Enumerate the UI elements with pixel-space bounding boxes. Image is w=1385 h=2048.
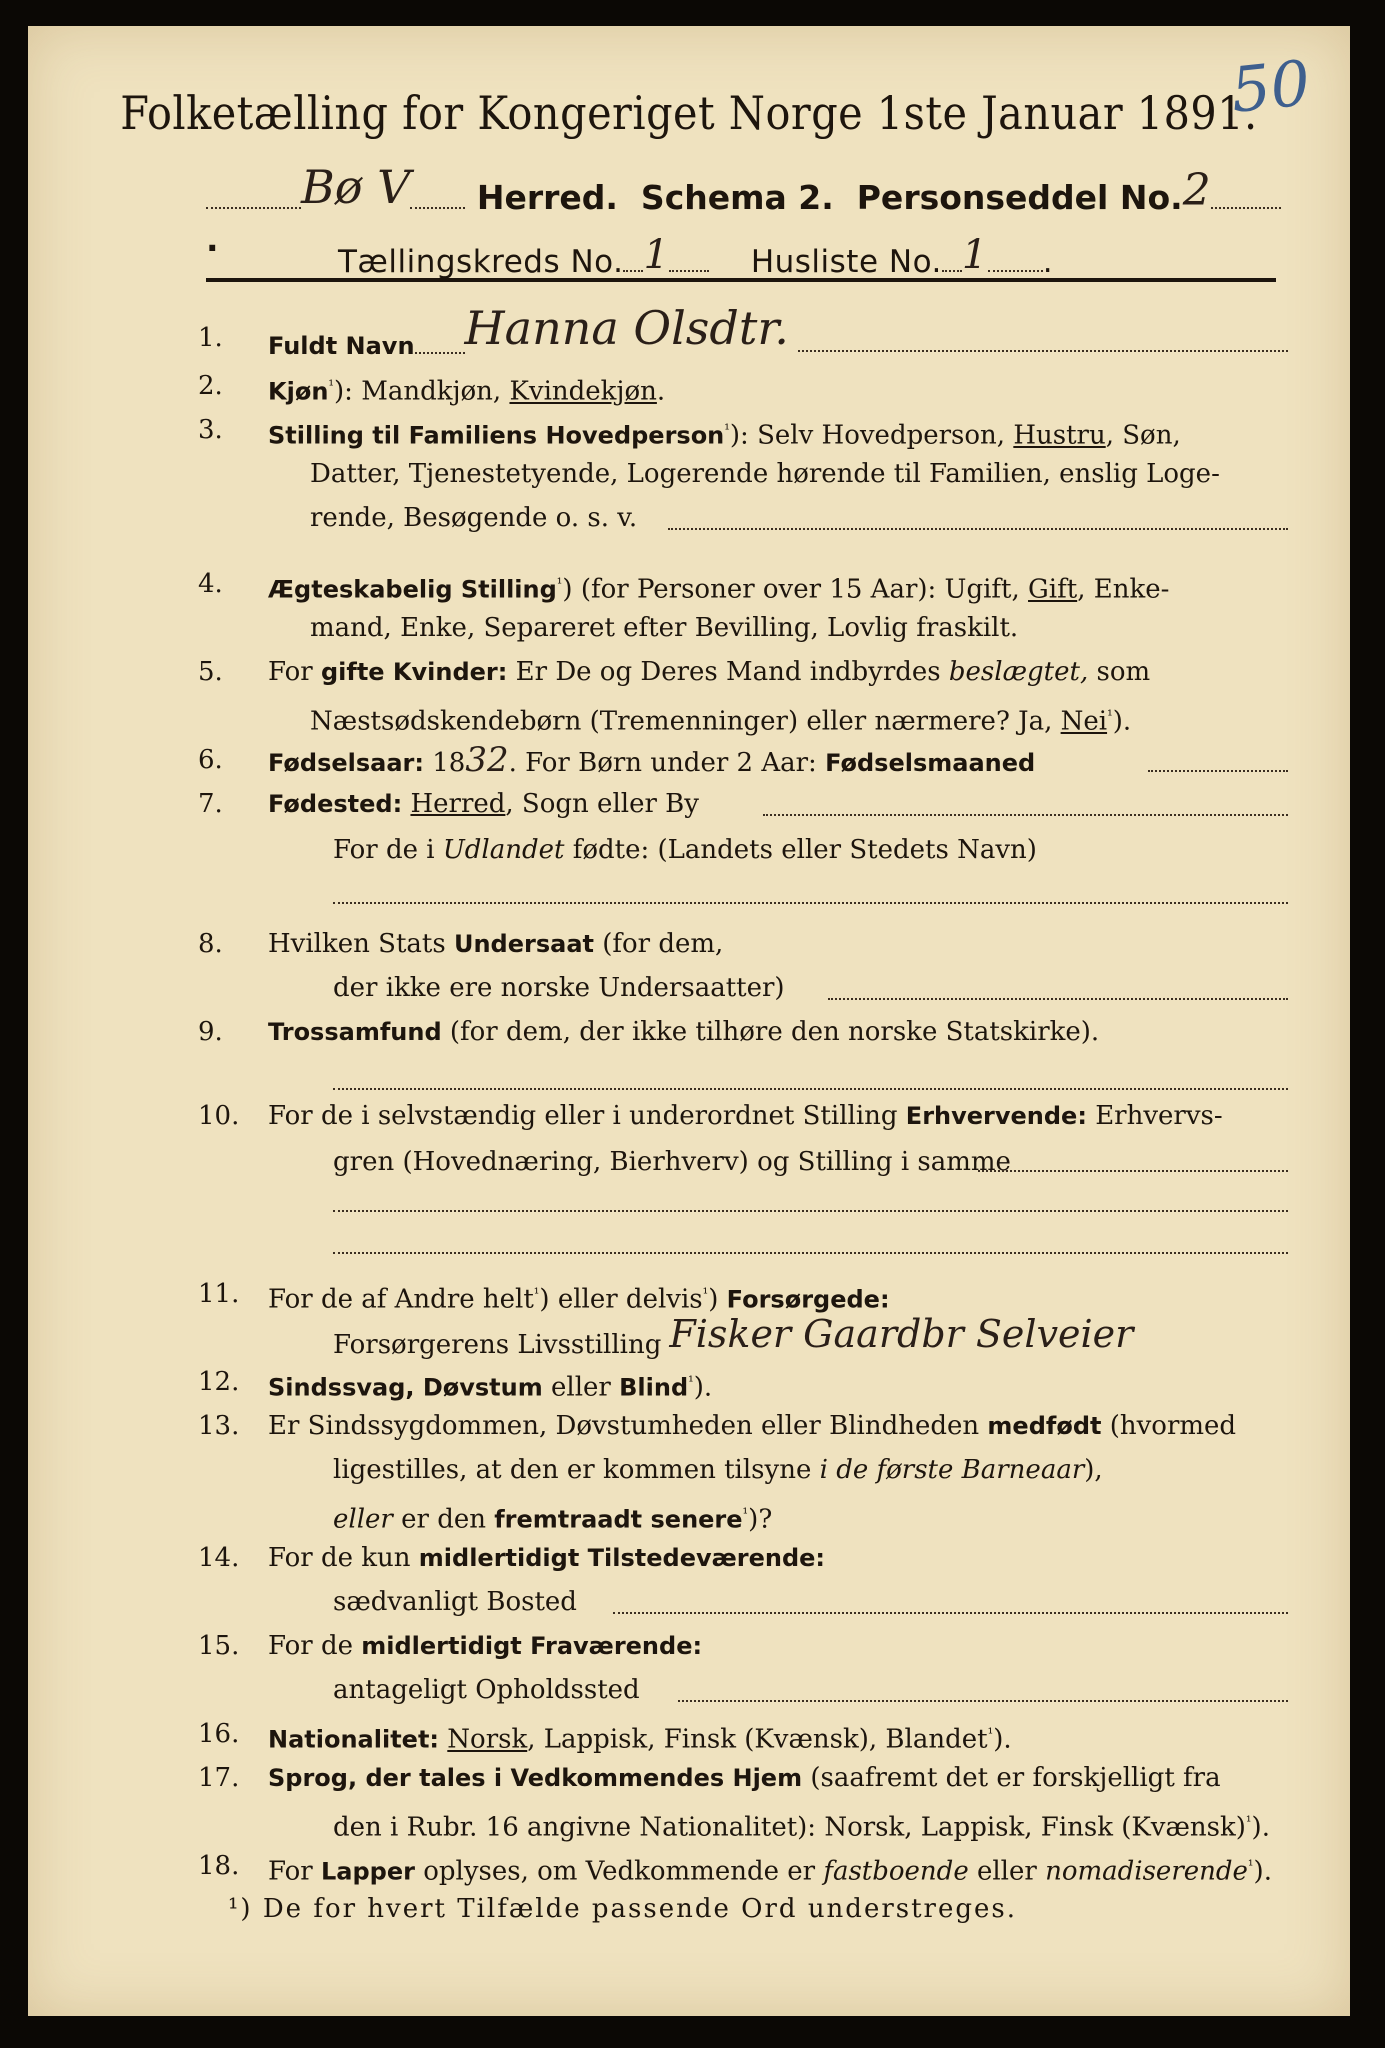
herred-label: Herred.	[476, 178, 618, 217]
item-12-label: Sindssvag, Døvstum	[268, 1373, 543, 1402]
herred-line: Bø V Herred. Schema 2. Personseddel No.2.	[206, 166, 1291, 228]
item-8-label: Undersaat	[453, 930, 594, 958]
gender-selected[interactable]: Kvindekjøn	[509, 376, 657, 407]
item-13: 13. Er Sindssygdommen, Døvstumheden eller Blindheden medfødt (hvormed ligestilles, at den er kommen tilsyne i de første Barneaar), eller er den fremtraadt senere$^{^1}$)?	[198, 1411, 1237, 1535]
kreds-line: Tællingskreds No. 1 Husliste No. 1 .	[338, 232, 1054, 280]
item-17: 17. Sprog, der tales i Vedkommendes Hjem (saafremt det er forskjelligt fra den i Rubr. 16 angivne Nationalitet): Norsk, Lappisk, Finsk (Kvænsk)$^{^1}$).	[198, 1763, 1270, 1843]
page-number: 50	[1227, 46, 1314, 127]
item-4: 4. Ægteskabelig Stilling$^{^1}$) (for Personer over 15 Aar): Ugift, Gift, Enke- mand, Enke, Separeret efter Bevilling, Lovlig fraskilt.	[198, 569, 1170, 643]
item-9: 9. Trossamfund (for dem, der ikke tilhøre den norske Statskirke).	[198, 1010, 1288, 1100]
item-6: 6. Fødselsaar: 1832. For Børn under 2 Aar: Fødselsmaaned	[198, 738, 1288, 782]
item-15-label: midlertidigt Fraværende:	[361, 1632, 703, 1660]
item-4-label: Ægteskabelig Stilling	[268, 575, 557, 604]
item-1-label: Fuldt Navn	[268, 332, 415, 360]
item-11-label: Forsørgede:	[726, 1285, 890, 1314]
husliste-label: Husliste No.	[750, 244, 942, 280]
item-5-label: gifte Kvinder:	[320, 658, 508, 686]
personseddel-label: Personseddel No.	[856, 178, 1183, 217]
item-13-label: medfødt	[987, 1412, 1102, 1440]
item-3: 3. Stilling til Familiens Hovedperson$^{^1}$): Selv Hovedperson, Hustru, Søn, Datter, Tjenestetyende, Logerende hørende til Familien, enslig Loge- rende, Besøgende o. s. v.	[198, 408, 1288, 540]
related-selected[interactable]: Nei	[1060, 706, 1108, 737]
family-position-selected[interactable]: Hustru	[1013, 420, 1106, 451]
item-10-label: Erhvervende:	[905, 1102, 1087, 1130]
item-3-label: Stilling til Familiens Hovedperson	[268, 421, 725, 450]
item-15: 15. For de midlertidigt Fraværende: antageligt Opholdssted	[198, 1624, 1288, 1714]
birth-year-value[interactable]: 32	[465, 740, 509, 780]
marital-status-selected[interactable]: Gift	[1028, 574, 1078, 605]
item-9-label: Trossamfund	[268, 1018, 442, 1046]
item-6-label: Fødselsaar:	[268, 749, 424, 777]
personseddel-value[interactable]: 2	[1182, 165, 1211, 216]
item-5: 5. For gifte Kvinder: Er De og Deres Mand indbyrdes beslægtet, som Næstsødskendebørn (Tremenninger) eller nærmere? Ja, Nei$^{^1}$).	[198, 657, 1151, 737]
item-12: 12. Sindssvag, Døvstum eller Blind$^{^1}$).	[198, 1367, 713, 1403]
birthplace-selected[interactable]: Herred	[410, 789, 506, 819]
item-2: 2. Kjøn$^{^1}$): Mandkjøn, Kvindekjøn.	[198, 371, 666, 407]
schema-label: Schema 2.	[640, 178, 834, 217]
nationality-selected[interactable]: Norsk	[447, 1724, 528, 1755]
item-18: 18. For Lapper oplyses, om Vedkommende er fastboende eller nomadiserende$^{^1}$).	[198, 1851, 1272, 1887]
item-14: 14. For de kun midlertidigt Tilstedeværende: sædvanligt Bosted	[198, 1536, 1288, 1626]
item-16-label: Nationalitet:	[268, 1725, 440, 1754]
item-11: 11. For de af Andre helt$^{^1}$) eller delvis$^{^1}$) Forsørgede: Forsørgerens Livsstilling Fisker Gaardbr Selveier	[198, 1279, 1134, 1360]
item-18-label: Lapper	[320, 1857, 415, 1886]
item-7: 7. Fødested: Herred, Sogn eller By For de i Udlandet fødte: (Landets eller Stedets Navn)	[198, 782, 1288, 912]
item-1: 1. Fuldt Navn Hanna Olsdtr.	[198, 316, 1288, 366]
header-rule	[206, 278, 1276, 282]
kreds-label: Tællingskreds No.	[338, 244, 624, 280]
form-title: Folketælling for Kongeriget Norge 1ste Januar 1891.	[120, 86, 1258, 140]
item-10: 10. For de i selvstændig eller i underordnet Stilling Erhvervende: Erhvervs- gren (Hovednæring, Bierhverv) og Stilling i samme	[198, 1094, 1288, 1254]
herred-value[interactable]: Bø V	[301, 160, 411, 214]
item-16: 16. Nationalitet: Norsk, Lappisk, Finsk (Kvænsk), Blandet$^{^1}$).	[198, 1719, 1012, 1755]
provider-occupation-value[interactable]: Fisker Gaardbr Selveier	[669, 1312, 1134, 1356]
item-17-label: Sprog, der tales i Vedkommendes Hjem	[268, 1764, 803, 1792]
item-2-label: Kjøn	[268, 377, 329, 406]
item-14-label: midlertidigt Tilstedeværende:	[418, 1544, 826, 1572]
kreds-value[interactable]: 1	[643, 232, 670, 278]
census-form	[28, 26, 1350, 2016]
husliste-value[interactable]: 1	[961, 232, 988, 278]
full-name-value[interactable]: Hanna Olsdtr.	[464, 301, 789, 355]
item-8: 8. Hvilken Stats Undersaat (for dem, der ikke ere norske Undersaatter)	[198, 922, 1288, 1012]
footnote: ¹) De for hvert Tilfælde passende Ord understreges.	[228, 1894, 1018, 1924]
item-7-label: Fødested:	[268, 790, 403, 818]
